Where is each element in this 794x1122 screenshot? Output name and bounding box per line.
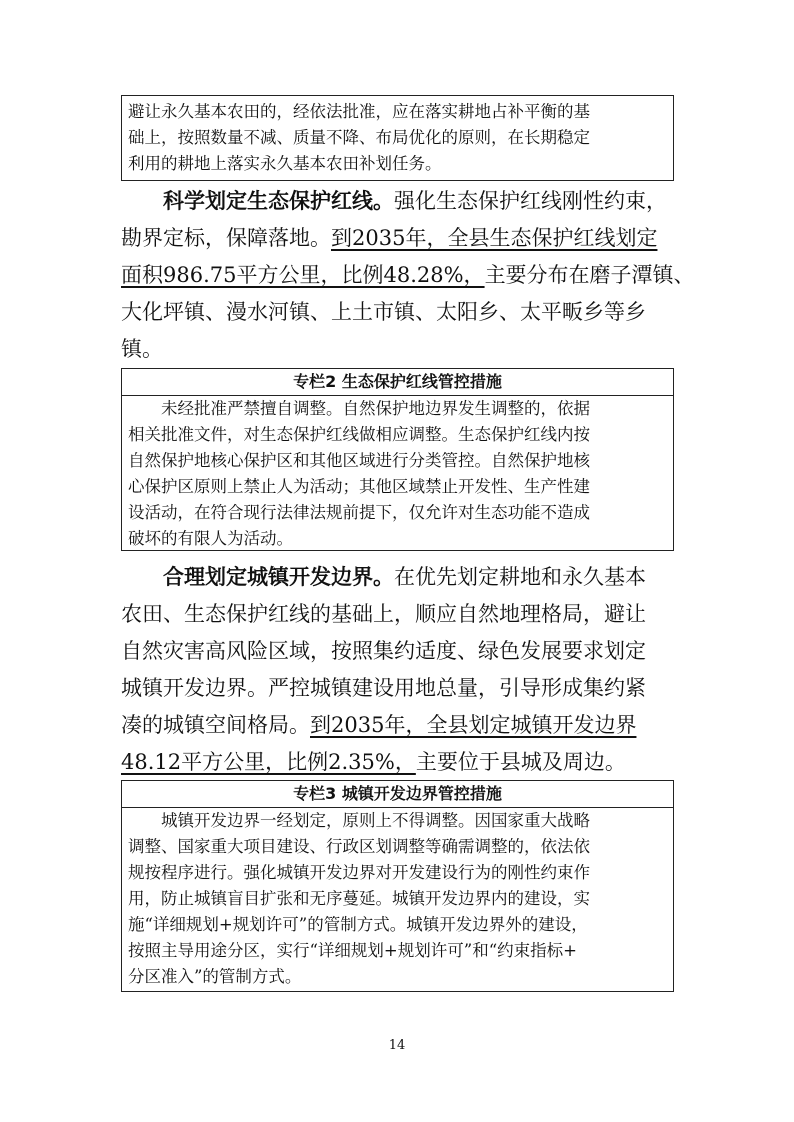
box-line: 相关批准文件，对生态保护红线做相应调整。生态保护红线内按: [128, 425, 590, 444]
box-continuation: [121, 95, 674, 181]
box-title: 专栏2 生态保护红线管控措施: [122, 369, 673, 396]
box-line: 调整、国家重大项目建设、行政区划调整等确需调整的，依法依: [128, 837, 590, 856]
box-line: 城镇开发边界一经划定，原则上不得调整。因国家重大战略: [161, 811, 590, 830]
box-line: 自然保护地核心保护区和其他区域进行分类管控。自然保护地核: [128, 451, 590, 470]
paragraph-ecological-redline: [121, 182, 695, 368]
text: 凑的城镇空间格局。: [121, 713, 310, 737]
paragraph-urban-boundary: [121, 558, 674, 781]
box-line: 础上，按照数量不减、质量不降、布局优化的原则，在长期稳定: [128, 128, 590, 147]
underlined-text: 48.12平方公里，比例2.35%，: [121, 750, 416, 774]
box-line: 施“详细规划+规划许可”的管制方式。城镇开发边界外的建设，: [128, 915, 588, 934]
paragraph-line: 农田、生态保护红线的基础上，顺应自然地理格局，避让: [121, 602, 646, 626]
text: 勘界定标，保障落地。: [121, 226, 331, 250]
box-line: 避让永久基本农田的，经依法批准，应在落实耕地占补平衡的基: [128, 102, 590, 121]
text: 强化生态保护红线刚性约束，: [394, 189, 667, 213]
box-line: 设活动，在符合现行法律法规前提下，仅允许对生态功能不造成: [128, 503, 590, 522]
text: 主要位于县城及周边。: [415, 750, 626, 774]
box-ecological-redline-measures: [121, 368, 674, 551]
box-line: 心保护区原则上禁止人为活动；其他区域禁止开发性、生产性建: [128, 477, 590, 496]
paragraph-line: 自然灾害高风险区域，按照集约适度、绿色发展要求划定: [121, 639, 646, 663]
paragraph-line: [121, 220, 674, 257]
box-line: 按照主导用途分区，实行“详细规划+规划许可”和“约束指标+: [128, 941, 577, 960]
text: 主要分布在磨子潭镇、: [484, 263, 695, 287]
underlined-text: 到2035年，全县划定城镇开发边界: [310, 713, 637, 737]
paragraph-line: 镇。: [121, 337, 163, 361]
paragraph-line: [121, 744, 674, 781]
underlined-text: 到2035年，全县生态保护红线划定: [331, 226, 658, 250]
box-title: 专栏3 城镇开发边界管控措施: [122, 781, 673, 808]
paragraph-line: 城镇开发边界。严控城镇建设用地总量，引导形成集约紧: [121, 676, 646, 700]
paragraph-line: [121, 707, 674, 744]
paragraph-line: [121, 257, 695, 294]
box-urban-boundary-measures: [121, 780, 674, 992]
box-line: 未经批准严禁擅自调整。自然保护地边界发生调整的，依据: [161, 399, 590, 418]
page-number: 14: [388, 1038, 406, 1053]
text: 在优先划定耕地和永久基本: [394, 565, 646, 589]
box-continuation-body: [122, 96, 673, 177]
paragraph-line: [121, 182, 674, 220]
box-line: 规按程序进行。强化城镇开发边界对开发建设行为的刚性约束作: [128, 863, 590, 882]
box-line: 破坏的有限人为活动。: [128, 529, 293, 548]
box-body: [122, 808, 673, 990]
box-line: 利用的耕地上落实永久基本农田补划任务。: [128, 154, 442, 173]
section-lead: 合理划定城镇开发边界。: [163, 564, 394, 589]
paragraph-line: [121, 558, 674, 596]
section-lead: 科学划定生态保护红线。: [163, 188, 394, 213]
paragraph-line: 大化坪镇、漫水河镇、上土市镇、太阳乡、太平畈乡等乡: [121, 300, 646, 324]
box-line: 用，防止城镇盲目扩张和无序蔓延。城镇开发边界内的建设，实: [128, 889, 590, 908]
box-line: 分区准入”的管制方式。: [128, 967, 302, 986]
underlined-text: 面积986.75平方公里，比例48.28%，: [121, 263, 485, 287]
box-body: [122, 396, 673, 552]
